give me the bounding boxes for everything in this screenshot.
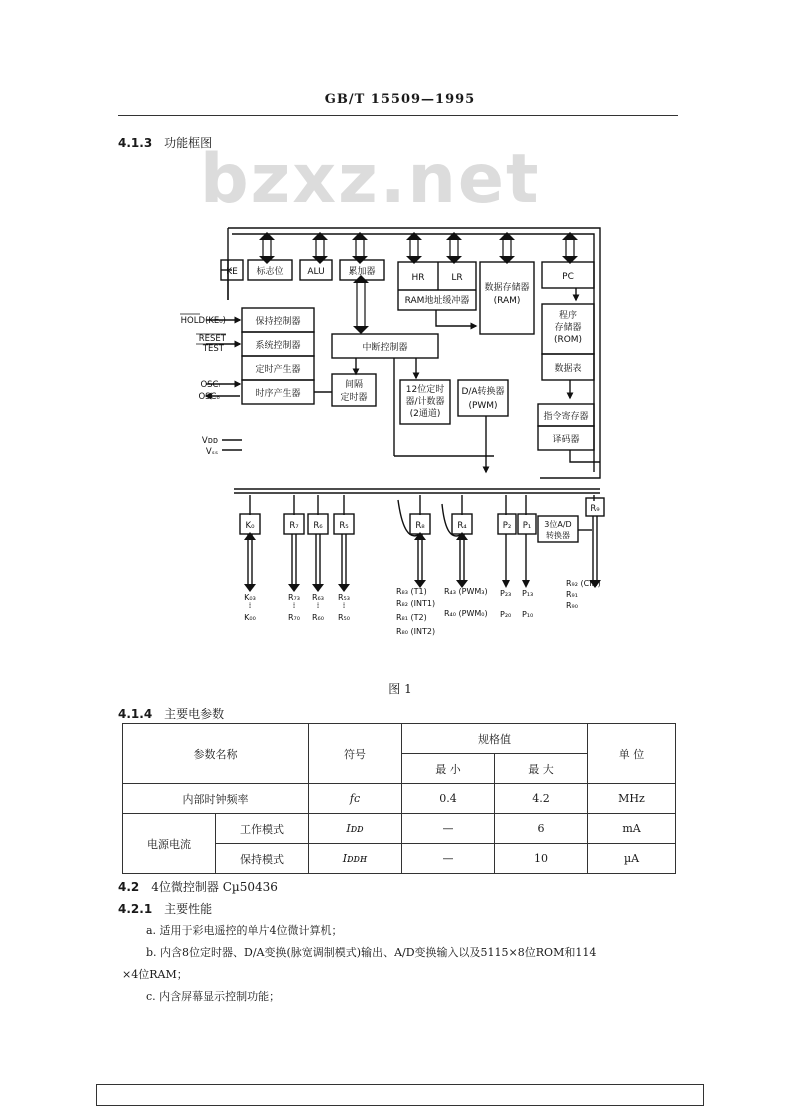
- item-c: c. 内含屏幕显示控制功能；: [146, 990, 281, 1003]
- svg-text:⁞: ⁞: [342, 601, 346, 610]
- data-memory-ram-label: (RAM): [493, 296, 521, 306]
- pin-r53: R₅₃: [338, 593, 350, 602]
- port-r8: R₈: [415, 521, 425, 531]
- svg-text:⁞: ⁞: [248, 601, 252, 610]
- decoder-block: 译码器: [552, 435, 580, 445]
- test-signal: TEST: [202, 344, 224, 354]
- section-title: 主要性能: [164, 902, 213, 916]
- cell-group: 电源电流: [123, 814, 216, 874]
- hr-block: HR: [411, 273, 425, 283]
- section-4-2-heading: [118, 878, 278, 895]
- interval-timer-label-1: 间隔: [344, 380, 364, 390]
- section-4-2-1-heading: [118, 900, 212, 917]
- section-title: 4位微控制器 Cµ50436: [151, 880, 278, 894]
- cell-max: 4.2: [495, 784, 588, 814]
- hold-signal: HOLD(KE₀): [180, 316, 226, 326]
- port-r7: R₇: [289, 521, 299, 531]
- cell-symbol: Iᴅᴅ: [309, 814, 402, 844]
- cell-unit: µA: [588, 844, 676, 874]
- port-r5: R₅: [339, 521, 349, 531]
- header-param-name: 参数名称: [123, 724, 309, 784]
- standard-code-header: GB/T 15509—1995: [324, 92, 476, 107]
- port-r6: R₆: [313, 521, 323, 531]
- pin-r50: R₅₀: [338, 613, 350, 622]
- pin-r82: R₈₂ (INT1): [396, 599, 436, 608]
- pin-r43: R₄₃ (PWM₃): [444, 587, 488, 596]
- footer-frame: [96, 1084, 704, 1106]
- osc-in-signal: OSCᵢ: [200, 380, 220, 390]
- section-number: 4.2: [118, 880, 140, 894]
- header-symbol: 符号: [309, 724, 402, 784]
- port-k0: K₀: [245, 521, 255, 531]
- figure-caption: 图 1: [388, 682, 412, 696]
- data-memory-label: 数据存储器: [484, 283, 530, 293]
- data-table-block: 数据表: [554, 364, 582, 374]
- da-converter-label-2: (PWM): [468, 401, 498, 411]
- pin-r63: R₆₃: [312, 593, 324, 602]
- port-r9: R₉: [590, 504, 600, 514]
- header-min: 最 小: [402, 754, 495, 784]
- vss-signal: Vₛₛ: [205, 447, 218, 457]
- section-4-1-4-heading: [118, 705, 224, 722]
- pin-k03: K₀₃: [244, 593, 256, 602]
- pin-r40: R₄₀ (PWM₀): [444, 609, 488, 618]
- pin-r70: R₇₀: [288, 613, 300, 622]
- pin-p10: P₁₀: [522, 610, 534, 619]
- hold-controller-block: 保持控制器: [255, 317, 301, 327]
- cell-min: —: [402, 814, 495, 844]
- cell-name: 工作模式: [216, 814, 309, 844]
- timer12-label-1: 12位定时: [405, 385, 445, 395]
- ke-block: KE: [226, 267, 238, 277]
- timer12-label-3: (2通道): [409, 409, 441, 419]
- flag-block: 标志位: [256, 267, 284, 277]
- vdd-signal: Vᴅᴅ: [201, 436, 218, 446]
- reset-signal: RESET: [198, 334, 226, 344]
- header-max: 最 大: [495, 754, 588, 784]
- cell-unit: MHz: [588, 784, 676, 814]
- pin-k00: K₀₀: [244, 613, 256, 622]
- cell-min: 0.4: [402, 784, 495, 814]
- pin-p13: P₁₃: [522, 589, 534, 598]
- osc-out-signal: OSCₒ: [198, 392, 220, 402]
- pin-r81: R₈₁ (T2): [396, 613, 427, 622]
- section-title: 主要电参数: [164, 707, 225, 721]
- program-memory-label-3: (ROM): [553, 335, 583, 345]
- item-b-line-1: b. 内含8位定时器、D/A变换(脉宽调制模式)输出、A/D变换输入以及5115×8位ROM和114: [146, 946, 597, 959]
- section-number: 4.1.4: [118, 707, 153, 721]
- da-converter-label-1: D/A转换器: [461, 387, 505, 397]
- timer12-label-2: 器/计数器: [405, 397, 445, 407]
- ad-converter-label-1: 3位A/D: [544, 520, 572, 529]
- cell-min: —: [402, 844, 495, 874]
- item-a: a. 适用于彩电遥控的单片4位微计算机；: [146, 924, 343, 937]
- header-spec: 规格值: [402, 724, 588, 754]
- section-title: 功能框图: [164, 136, 213, 150]
- ram-address-buffer: RAM地址缓冲器: [404, 296, 470, 306]
- pin-r80: R₈₀ (INT2): [396, 627, 436, 636]
- table-row: [123, 784, 676, 814]
- electrical-parameters-table: [122, 723, 676, 874]
- svg-text:⁞: ⁞: [316, 601, 320, 610]
- cell-symbol: fᴄ: [309, 784, 402, 814]
- program-memory-label-1: 程序: [558, 311, 578, 321]
- item-b-line-2: ×4位RAM；: [122, 968, 188, 981]
- pin-r60: R₆₀: [312, 613, 324, 622]
- ad-converter-label-2: 转换器: [546, 531, 570, 540]
- port-p2: P₂: [502, 521, 512, 531]
- cell-max: 10: [495, 844, 588, 874]
- cell-name: 内部时钟频率: [123, 784, 309, 814]
- lr-block: LR: [451, 273, 463, 283]
- pin-p23: P₂₃: [500, 589, 512, 598]
- system-controller-block: 系统控制器: [255, 341, 301, 351]
- program-memory-label-2: 存储器: [554, 323, 582, 333]
- pin-r90: R₉₀: [566, 601, 578, 610]
- clock-generator-block: 时序产生器: [255, 389, 301, 399]
- pin-r91: R₉₁: [566, 590, 578, 599]
- cell-name: 保持模式: [216, 844, 309, 874]
- alu-block: ALU: [307, 267, 325, 277]
- timing-generator-block: 定时产生器: [255, 365, 301, 375]
- pc-block: PC: [562, 272, 574, 282]
- cell-unit: mA: [588, 814, 676, 844]
- svg-text:⁞: ⁞: [292, 601, 296, 610]
- watermark: bzxz.net: [200, 140, 541, 219]
- cell-symbol: Iᴅᴅʜ: [309, 844, 402, 874]
- interval-timer-label-2: 定时器: [340, 393, 368, 403]
- accumulator-block: 累加器: [348, 267, 376, 277]
- pin-r92: R₉₂ (CIN): [566, 579, 601, 588]
- instruction-register-block: 指令寄存器: [543, 412, 589, 422]
- interrupt-controller-block: 中断控制器: [362, 343, 408, 353]
- port-r4: R₄: [457, 521, 467, 531]
- cell-max: 6: [495, 814, 588, 844]
- section-number: 4.1.3: [118, 136, 153, 150]
- pin-p20: P₂₀: [500, 610, 512, 619]
- pin-r73: R₇₃: [288, 593, 300, 602]
- section-number: 4.2.1: [118, 902, 153, 916]
- pin-r83: R₈₃ (T1): [396, 587, 427, 596]
- table-header-row: [123, 724, 676, 754]
- header-unit: 单 位: [588, 724, 676, 784]
- port-p1: P₁: [522, 521, 532, 531]
- table-row: [123, 814, 676, 844]
